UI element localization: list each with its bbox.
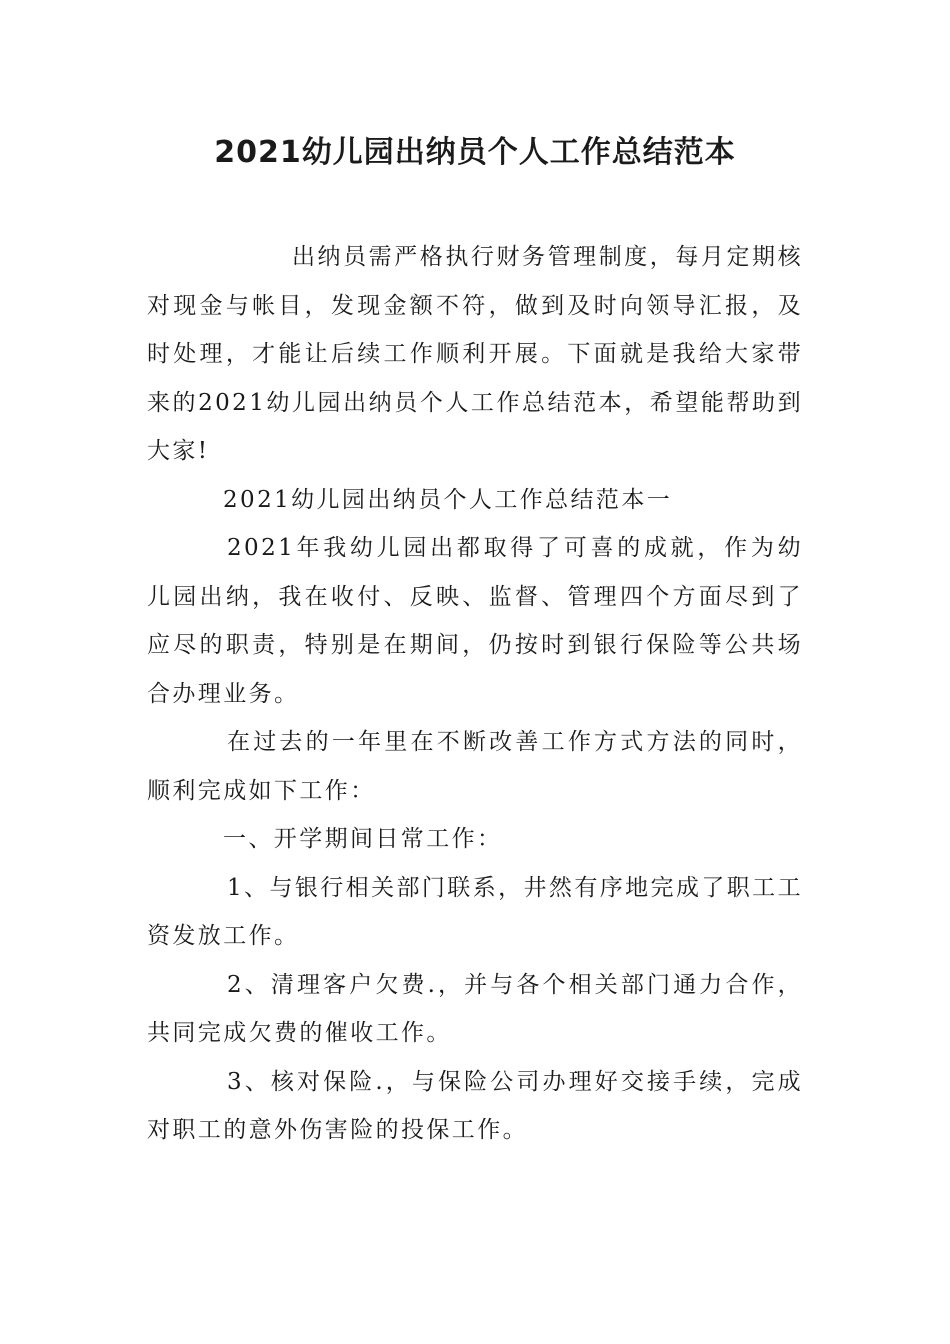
- list-item: 3、核对保险.，与保险公司办理好交接手续，完成对职工的意外伤害险的投保工作。: [147, 1068, 803, 1143]
- list-item: 1、与银行相关部门联系，井然有序地完成了职工工资发放工作。: [147, 874, 803, 949]
- document-body: [147, 233, 803, 1155]
- intro-paragraph: 出纳员需严格执行财务管理制度，每月定期核对现金与帐目，发现金额不符，做到及时向领导汇报，及时处理，才能让后续工作顺利开展。下面就是我给大家带来的2021幼儿园出纳员个人工作总结范本，希望能帮助到大家!: [147, 244, 803, 464]
- body-paragraph: 在过去的一年里在不断改善工作方式方法的同时，顺利完成如下工作：: [147, 729, 803, 804]
- list-item: 2、清理客户欠费.，并与各个相关部门通力合作，共同完成欠费的催收工作。: [147, 971, 803, 1046]
- section-heading: 2021幼儿园出纳员个人工作总结范本一: [223, 486, 673, 513]
- subsection-heading: 一、开学期间日常工作：: [223, 826, 503, 852]
- body-paragraph: 2021年我幼儿园出都取得了可喜的成就，作为幼儿园出纳，我在收付、反映、监督、管理四个方面尽到了应尽的职责，特别是在期间，仍按时到银行保险等公共场合办理业务。: [147, 535, 803, 707]
- document-title: 2021幼儿园出纳员个人工作总结范本: [214, 135, 736, 170]
